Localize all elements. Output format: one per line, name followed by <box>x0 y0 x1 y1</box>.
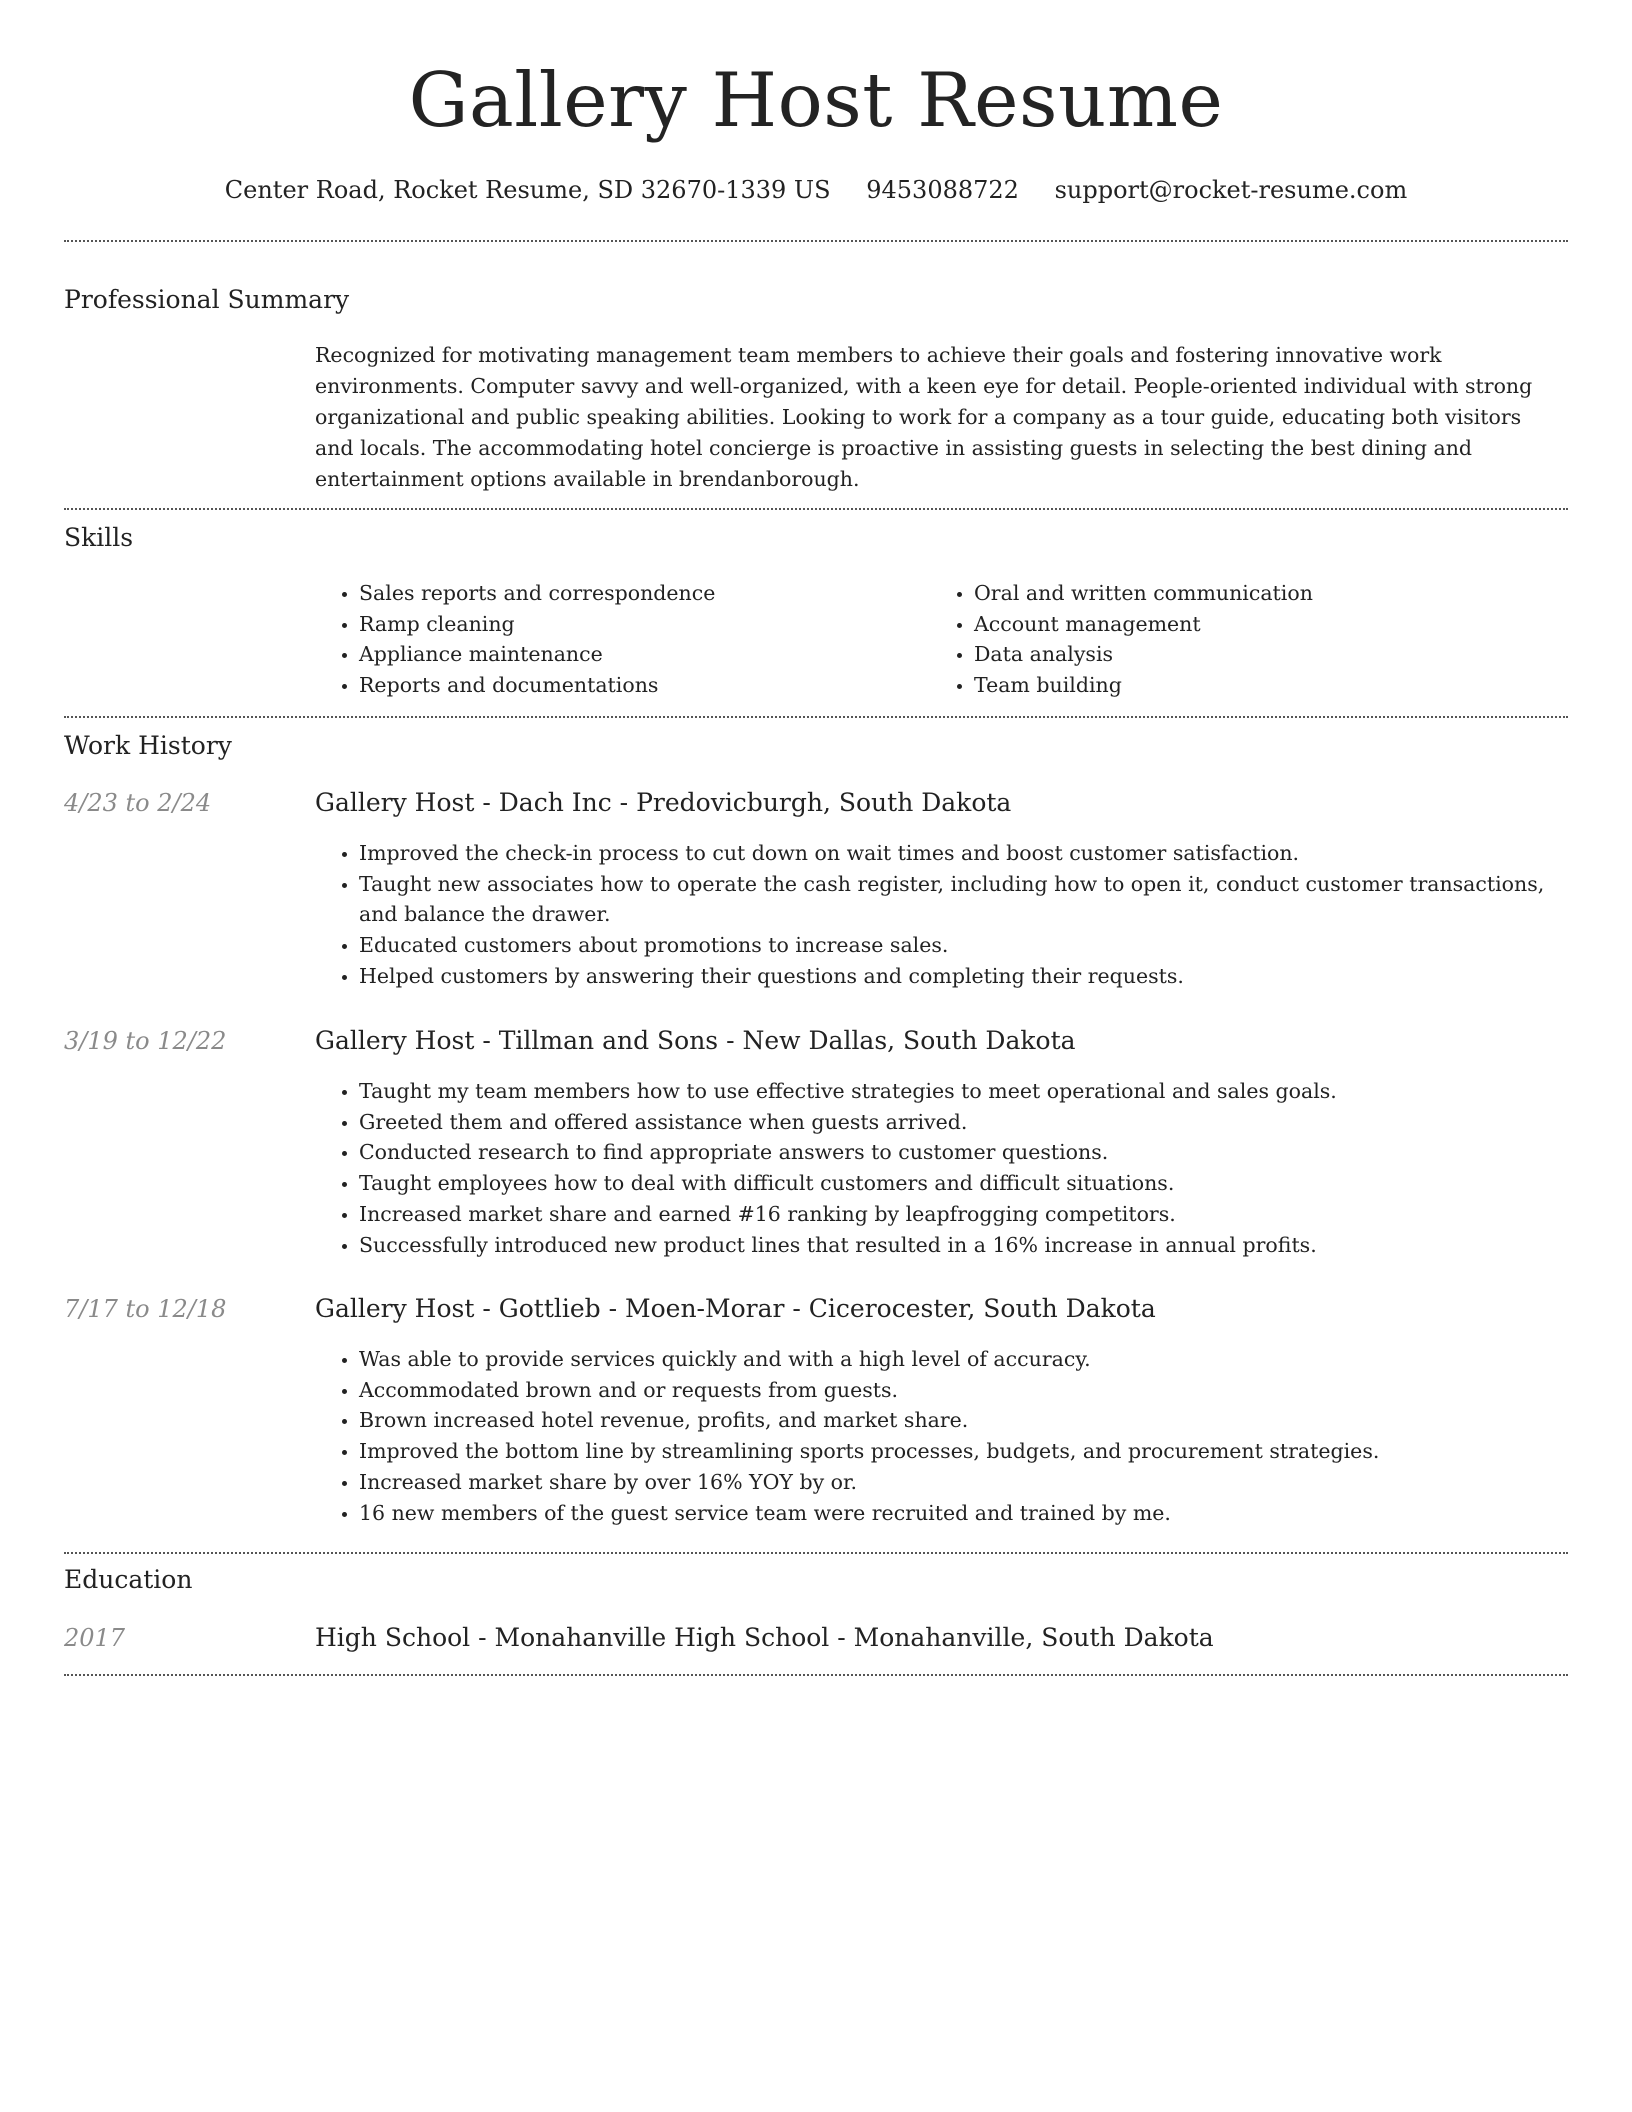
contact-line <box>64 170 1568 210</box>
job-bullet: • Greeted them and offered assistance when guests arrived. <box>359 1107 1569 1138</box>
skill-item: • Data analysis <box>974 639 1574 670</box>
section-heading-summary: Professional Summary <box>64 285 350 314</box>
section-heading-skills: Skills <box>64 523 134 552</box>
job-title: Gallery Host - Tillman and Sons - New Dallas, South Dakota <box>315 1026 1076 1055</box>
job-bullets <box>315 1076 1569 1260</box>
job-title: Gallery Host - Dach Inc - Predovicburgh, South Dakota <box>315 788 1012 817</box>
contact-address: Center Road, Rocket Resume, SD 32670-1339 US <box>224 176 831 204</box>
resume-title: Gallery Host Resume <box>408 56 1224 144</box>
divider <box>64 1552 1568 1554</box>
job-bullet: • Taught new associates how to operate the cash register, including how to open it, conduct customer transactions, and balance the drawer. <box>359 869 1569 930</box>
section-heading-work: Work History <box>64 731 232 760</box>
divider <box>64 240 1568 242</box>
job-dates: 4/23 to 2/24 <box>64 789 212 817</box>
job-bullet: • Improved the bottom line by streamlining sports processes, budgets, and procurement strategies. <box>359 1436 1569 1467</box>
job-bullet: • Educated customers about promotions to increase sales. <box>359 930 1569 961</box>
job-bullet: • Increased market share by over 16% YOY by or. <box>359 1467 1569 1498</box>
skill-item: • Ramp cleaning <box>359 609 919 640</box>
skill-item: • Team building <box>974 670 1574 701</box>
skill-item: • Oral and written communication <box>974 578 1574 609</box>
job-bullet: • Successfully introduced new product lines that resulted in a 16% increase in annual profits. <box>359 1230 1569 1261</box>
divider <box>64 716 1568 718</box>
section-heading-education: Education <box>64 1565 193 1594</box>
job-bullet: • Taught my team members how to use effective strategies to meet operational and sales goals. <box>359 1076 1569 1107</box>
skill-item: • Account management <box>974 609 1574 640</box>
skills-list-left <box>315 578 919 701</box>
skill-item: • Sales reports and correspondence <box>359 578 919 609</box>
job-bullet: • Accommodated brown and or requests from guests. <box>359 1375 1569 1406</box>
contact-email: support@rocket-resume.com <box>1054 176 1408 204</box>
skill-item: • Appliance maintenance <box>359 639 919 670</box>
divider <box>64 508 1568 510</box>
skill-item: • Reports and documentations <box>359 670 919 701</box>
job-title: Gallery Host - Gottlieb - Moen-Morar - Cicerocester, South Dakota <box>315 1294 1156 1323</box>
job-bullet: • Was able to provide services quickly and with a high level of accuracy. <box>359 1344 1569 1375</box>
job-bullet: • Conducted research to find appropriate answers to customer questions. <box>359 1137 1569 1168</box>
job-dates: 3/19 to 12/22 <box>64 1027 227 1055</box>
job-bullet: • Improved the check-in process to cut down on wait times and boost customer satisfaction. <box>359 838 1569 869</box>
job-bullet: • 16 new members of the guest service team were recruited and trained by me. <box>359 1498 1569 1529</box>
job-bullet: • Taught employees how to deal with difficult customers and difficult situations. <box>359 1168 1569 1199</box>
education-year: 2017 <box>64 1624 126 1652</box>
job-bullet: • Helped customers by answering their questions and completing their requests. <box>359 961 1569 992</box>
contact-phone: 9453088722 <box>866 176 1019 204</box>
divider <box>64 1674 1568 1676</box>
job-bullet: • Increased market share and earned #16 ranking by leapfrogging competitors. <box>359 1199 1569 1230</box>
job-dates: 7/17 to 12/18 <box>64 1295 227 1323</box>
job-bullets <box>315 1344 1569 1528</box>
summary-text: Recognized for motivating management team members to achieve their goals and fostering innovative work environments. Computer savvy and well-organized, with a keen eye for detail. People-oriented individual with strong organizational and public speaking abilities. Looking to work for a company as a tour guide, educating both visitors and locals. The accommodating hotel concierge is proactive in assisting guests in selecting the best dining and entertainment options available in brendanborough. <box>315 343 1533 491</box>
job-bullets <box>315 838 1569 992</box>
skills-list-right <box>930 578 1574 701</box>
job-bullet: • Brown increased hotel revenue, profits, and market share. <box>359 1405 1569 1436</box>
education-entry: High School - Monahanville High School - Monahanville, South Dakota <box>315 1623 1214 1652</box>
